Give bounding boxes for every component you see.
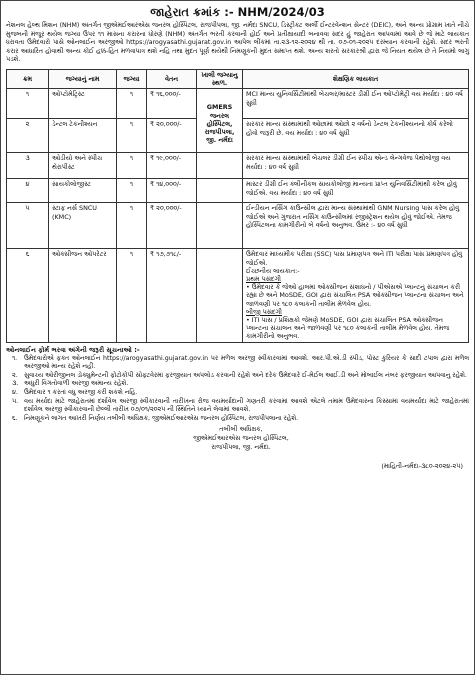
signature-line: જીએમઈઆરએસ જનરલ હોસ્પિટલ, [193,434,289,443]
signature-block [156,425,326,452]
list-item-number: ૪. [12,388,18,396]
signature-line: તબીબી અધિક્ષક, [219,425,263,434]
header-venue: ખાલી જગ્યાનુ સ્થળ. [197,69,243,88]
list-item-number: ૬. [12,414,18,422]
venue-cell: GMERS જનરલ હોસ્પિટલ, રાજપીપલા, જી. નર્મદા [197,89,243,153]
table-row [7,179,469,203]
header-qualification: શૈક્ષણિક લાયકાત [243,69,469,88]
list-item-text: વય મર્યાદા માટે જાહેરાતમાં દર્શાવેલ અરજી સ્વીકારવાની તારીખના રોજ વયમર્યાદાની ગણતરી કરવામાં આવશે એટલે તમામ ઉમેદવારના કિસ્સામાં વયમર્યાદા માટે જાહેરાતમાં દર્શાવેલ અરજી સ્વીકારવાની છેલ્લી તારીખ ૦૭/૦૧/૨૦૨૫ ની સ્થિતિને ધ્યાને લેવામાં આવશે. [24,397,469,414]
serial-cell: ૨ [7,119,49,153]
count-cell: ૧ [117,179,147,203]
qualification-cell: સરકાર માન્ય સંસ્થામાંથી ઓછામાં ઓછો ૨ વર્ષનો ડેન્ટલ ટેકનીશ્યનનો કોર્ષ કરેલો હોવો જરૂરી છે. વય મર્યાદા : ૪૦ વર્ષ સુધી [243,119,469,153]
advertisement-title: જાહેરાત ક્રમાંક :- NHM/2024/03 [150,5,325,19]
list-item-number: ૫. [12,397,19,405]
list-item-text: ઉમેદવાર ૧ કરતાં વધુ અરજી કરી શકશે નહિ. [24,388,138,396]
header-post-name: જગ્યાનું નામ [49,69,117,88]
signature-line: રાજપીપલા, જી. નર્મદા. [211,443,271,452]
instructions-list [6,355,469,424]
reference-number: (માહિતી-નર્મદા-૩૮૦-૨૦૨૪-૨૫) [381,462,463,471]
serial-cell: ૧ [7,89,49,119]
table-header-row [7,69,469,88]
salary-cell: ₹ ૧૭,૭૧૮/- [147,249,197,342]
list-item [6,415,469,424]
list-item [6,380,469,389]
qualification-line: બીજી પસંદગી [246,307,282,316]
list-item [6,389,469,398]
venue-empty-cell [197,179,243,203]
serial-cell: ૬ [7,249,49,342]
post-cell: ઓપ્ટોમેટ્રિસ્ટ [49,89,117,119]
post-cell: સાયકોલોજીસ્ટ [49,179,117,203]
list-item-number: ૧. [12,354,18,362]
intro-paragraph: નેશનલ હેલ્થ મિશન (NHM) અંતર્ગત જીએમઈઆરએસ જનરલ હોસ્પિટલ, રાજપીપલા, જી. નર્મદા SNCU, ડિસ્ટ્રીક્ટ અર્લી ઈન્ટરવેન્શન સેન્ટર (DEIC), અને અન્ય પ્રોગ્રામ ખાતે નીચે મુજબની મંજૂર થયેલ જગ્યા ઉપર ૧૧ માસના કરારના ધોરણે (NHM) અંતર્ગત ભરતી કરવાની હોઈ અને પ્રતીક્ષાયાદી બનાવવા સદર હું જાહેરાત આપવામાં આવે છે જે માટે લાયકાત ધરાવતા ઉમેદવારો પાસે ઓનલાઈન અરજીઓ https://arogyasathi.gujarat.gov.in આપેલ લીંકમાં તા.૨૩-૧૨-૨૦૨૪ થી તા. ૦૭-૦૧-૨૦૨૫ દરમ્યાન કરવાની રહેશે. સદર ભરતી કરાર આધારિત હોવાથી અન્ય કોઈ હક્ક-હિત મળવાપાત્ર થશે નહિ તથા મુદત પૂર્ણ થયેથી નિમણૂકની મુદત સમાપ્ત થશે. અન્ય શરતો સરકારશ્રી દ્વારા જે નિયત થયેલ છે તે નિયમો લાગુ પડશે. [6,22,469,64]
table-row [7,249,469,342]
serial-cell: ૫ [7,203,49,249]
list-item-number: ૩. [12,380,19,388]
qualification-line: પ્રથમ પસંદગી [246,274,281,283]
count-cell: ૧ [117,119,147,153]
list-item [6,398,469,415]
signature-section [6,425,469,473]
list-item-text: નિમણૂકને લાગત આખરી નિર્ણય તબીબી અધિક્ષક, જીએમઈઆરએસ જનરલ હોસ્પિટલ, રાજપીપલાના રહેશે. [24,414,299,422]
qualification-cell: સરકાર માન્ય સંસ્થામાંથી બેચલર ડીગ્રી ઈન સ્પીચ એન્ડ લેન્ગવેજ પેથોલોજી વય મર્યાદા : ૪૦ વર્ષ સુધી [243,153,469,179]
salary-cell: ₹ ૧૬,૦૦૦/- [147,89,197,119]
salary-cell: ₹ ૧૯,૦૦૦/- [147,153,197,179]
qualification-line: • ITI પાસ / પ્રશિક્ષકો જેમણે MoSDE, GOI દ્વારા સંચાલિત PSA ઓક્સીજન પ્લાન્ટના સંચાલન અને જાળવણી પર ૧૮૦ કલાકની તાલીમ મેળવેલ હોય. તેમજ કામગીરીનો અનુભવ. [246,316,450,341]
serial-cell: ૩ [7,153,49,179]
salary-cell: ₹ ૨૦,૦૦૦/- [147,203,197,249]
post-cell: સ્ટાફ નર્સ SNCU (KMC) [49,203,117,249]
posts-table [6,69,469,343]
list-item-number: ૨. [12,371,18,379]
qualification-cell: MCI માન્ય યુનિવર્સિટીમાંથી બેચલર/માસ્ટર ડીગ્રી ઈન ઓપ્ટોમેટ્રી વય મર્યાદા : ૪૦ વર્ષ સુધી [243,89,469,119]
instructions-title: ઓનલાઈન ફોર્મ ભરવા અંગેની જરૂરી સૂચનાઓ :- [6,345,140,354]
post-cell: ઓક્સીજન ઓપરેટર [49,249,117,342]
qualification-line: ઈચ્છનીય લાયકાત:- [246,266,300,275]
salary-cell: ₹ ૨૦,૦૦૦/- [147,119,197,153]
qualification-cell: માસ્ટર ડીગ્રી ઈન ક્લીનીકલ સાયકોલોજી માન્યતા પ્રાપ્ત યુનિવર્સિટીમાંથી કરેલ હોવું જોઈએ. વય મર્યાદા : ૪૦ વર્ષ સુધી [243,179,469,203]
table-row [7,203,469,249]
count-cell: ૧ [117,89,147,119]
table-row [7,89,469,119]
venue-empty-cell [197,153,243,179]
list-item [6,355,469,372]
qualification-cell: ઈન્ડીયન નર્સિંગ કાઉન્સીલ દ્વારા માન્ય સંસ્થામાંથી GNM Nursing પાસ કરેલ હોવું જોઈએ અને ગુજરાત નર્સિંગ કાઉન્સીલમાં રજીસ્ટ્રેશન થયેલ હોવું જોઈએ. તેમજ હોસ્પિટલના કામગીરીનો બે વર્ષનો અનુભવ. ઉંમર :- ૪૦ વર્ષ સુધી [243,203,469,249]
salary-cell: ₹ ૧૪,૦૦૦/- [147,179,197,203]
header-salary: વેતન [147,69,197,88]
post-cell: ડેન્ટલ ટેકનીશ્યન [49,119,117,153]
table-row [7,153,469,179]
header-serial: ક્રમ [7,69,49,88]
count-cell: ૧ [117,153,147,179]
venue-empty-cell [197,203,243,249]
qualification-line: • ઉમેદવાર કે જેઓ હાલમાં ઓક્સીજન સંશાધનો / પીએસએ પ્લાન્ટનું સંચાલન કરી રહ્યા છે અને MoSDE, GOI દ્વારા સંચાલિત PSA ઓક્સીજન પ્લાન્ટના સંચાલન અને જાળવણી પર ૧૮૦ કલાકની તાલીમ મેળવેલ હોય. [246,283,464,308]
list-item-text: સુવાચ્ય ઓરીજીનલ ડોક્યુમેન્ટની ફોટોકોપી સોફ્ટવેરમાં ફરજીયાત અપલોડ કરવાની રહેશે અને દરેક ઉમેદવારે ઈ-મેઈલ આઈ.ડી અને મોબાઈલ નંબર ફરજીયાત આપવાનુ રહેશે. [24,371,467,379]
list-item-text: અધુરી વિગતોવાળી અરજી અમાન્ય રહેશે. [24,380,129,388]
qualification-cell [243,249,469,342]
list-item-text: ઉમેદવારોએ ફક્ત ઓનલાઈન https://arogyasathi.gujarat.gov.in પર મળેલ અરજી સ્વીકારવામાં આવશે. આર.પી.એ.ડી સ્પીડ, પોસ્ટ કુરિયર કે સાદી ટપાલ દ્વારા મળેલ અરજીઓ માન્ય રહેશે નહીં. [24,354,469,371]
serial-cell: ૪ [7,179,49,203]
qualification-line: ઉમેદવાર માધ્યમીક પરીક્ષા (SSC) પાસ પ્રમાણપત્ર અને ITI પરીક્ષા પાસ પ્રમાણપત્ર હોવું જોઈએ. [246,250,463,267]
venue-empty-cell [197,249,243,342]
post-cell: ઓડીયો અને સ્પીચ થેરાપીસ્ટ [49,153,117,179]
count-cell: ૧ [117,203,147,249]
header-count: જગ્યા [117,69,147,88]
count-cell: ૧ [117,249,147,342]
